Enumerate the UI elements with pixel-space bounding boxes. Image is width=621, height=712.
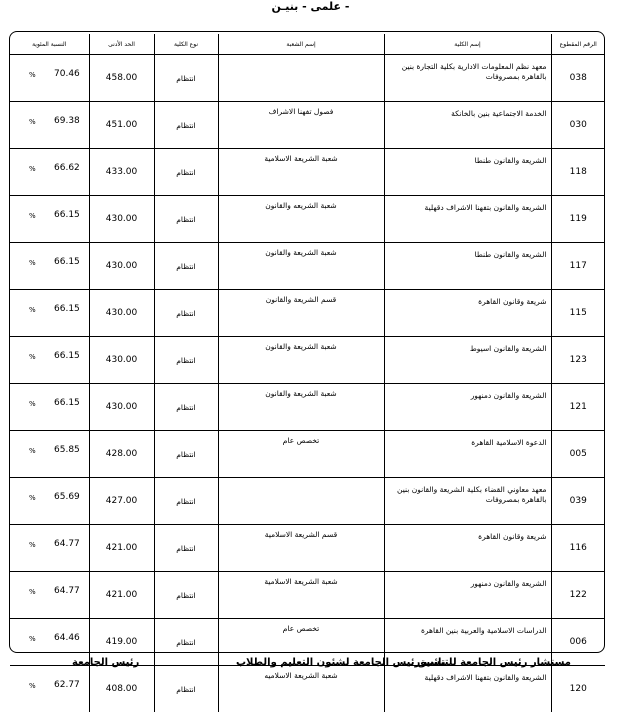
percent-value: 66.15 [54, 351, 80, 361]
header-min: الحد الأدنى [89, 34, 154, 55]
cell-college: الشريعة والقانون بتفهنا الاشراف دقهلية [384, 666, 551, 712]
cell-college: شريعة وقانون القاهرة [384, 525, 551, 572]
cell-pct [10, 243, 89, 290]
cell-code: 115 [551, 290, 605, 337]
table-row [10, 666, 605, 712]
cell-kind: انتظام [154, 196, 218, 243]
percent-sign: % [29, 71, 36, 79]
table-row [10, 572, 605, 619]
cell-code: 121 [551, 384, 605, 431]
percent-sign: % [29, 306, 36, 314]
table-row [10, 431, 605, 478]
cell-dept: شعبة الشريعة والقانون [218, 337, 384, 384]
cell-code: 120 [551, 666, 605, 712]
cell-code: 006 [551, 619, 605, 666]
cell-college: الشريعة والقانون بتفهنا الاشراف دقهلية [384, 196, 551, 243]
table-row [10, 525, 605, 572]
cell-min: 421.00 [89, 572, 154, 619]
cell-kind: انتظام [154, 431, 218, 478]
percent-sign: % [29, 165, 36, 173]
cell-dept: تخصص عام [218, 431, 384, 478]
table-row [10, 384, 605, 431]
cell-pct [10, 337, 89, 384]
cell-college: الخدمة الاجتماعية بنين بالخانكة [384, 102, 551, 149]
cell-code: 039 [551, 478, 605, 525]
cell-min: 430.00 [89, 243, 154, 290]
header-pct: النسبة المئوية [10, 34, 89, 55]
cell-college: شريعة وقانون القاهرة [384, 290, 551, 337]
table-row [10, 102, 605, 149]
cell-kind: انتظام [154, 384, 218, 431]
cell-pct [10, 384, 89, 431]
cell-code: 123 [551, 337, 605, 384]
cell-dept: شعبة الشريعة الاسلامية [218, 149, 384, 196]
table-header-row [10, 34, 605, 55]
cell-code: 005 [551, 431, 605, 478]
cell-dept [218, 55, 384, 102]
cell-pct [10, 102, 89, 149]
cell-min: 427.00 [89, 478, 154, 525]
footer-coordinator: مستشار رئيس الجامعة للتنسيق [417, 657, 571, 668]
cell-college: الشريعة والقانون طنطا [384, 149, 551, 196]
cell-min: 430.00 [89, 384, 154, 431]
table-row [10, 55, 605, 102]
cell-kind: انتظام [154, 290, 218, 337]
percent-sign: % [29, 400, 36, 408]
cell-min: 433.00 [89, 149, 154, 196]
percent-value: 62.77 [54, 680, 80, 690]
cell-kind: انتظام [154, 55, 218, 102]
cell-pct [10, 431, 89, 478]
cell-min: 419.00 [89, 619, 154, 666]
percent-value: 64.77 [54, 586, 80, 596]
cell-pct [10, 55, 89, 102]
cell-college: الشريعة والقانون دمنهور [384, 572, 551, 619]
cell-kind: انتظام [154, 102, 218, 149]
table-row [10, 196, 605, 243]
percent-value: 65.85 [54, 445, 80, 455]
cell-code: 030 [551, 102, 605, 149]
cell-pct [10, 572, 89, 619]
percent-sign: % [29, 259, 36, 267]
cell-kind: انتظام [154, 572, 218, 619]
table-row [10, 478, 605, 525]
cell-code: 117 [551, 243, 605, 290]
table-row [10, 149, 605, 196]
percent-sign: % [29, 682, 36, 690]
header-dept: إسم الشعبة [218, 34, 384, 55]
page-title: - علمى - بنيـن [0, 0, 621, 13]
cell-dept: تخصص عام [218, 619, 384, 666]
cell-dept: شعبة الشريعة والقانون [218, 384, 384, 431]
percent-value: 66.15 [54, 398, 80, 408]
percent-value: 65.69 [54, 492, 80, 502]
cell-dept: شعبة الشريعة الاسلاميه [218, 666, 384, 712]
percent-value: 64.46 [54, 633, 80, 643]
footer-vice-president: نائب رئيس الجامعة لشئون التعليم والطلاب [236, 657, 446, 668]
cell-min: 430.00 [89, 196, 154, 243]
cell-min: 430.00 [89, 290, 154, 337]
cell-min: 421.00 [89, 525, 154, 572]
cell-college: الدراسات الاسلامية والعربية بنين القاهرة [384, 619, 551, 666]
percent-sign: % [29, 353, 36, 361]
percent-value: 66.62 [54, 163, 80, 173]
cell-pct [10, 196, 89, 243]
percent-value: 66.15 [54, 210, 80, 220]
table-row [10, 290, 605, 337]
percent-value: 66.15 [54, 304, 80, 314]
table-row [10, 337, 605, 384]
cell-kind: انتظام [154, 525, 218, 572]
cell-college: معهد معاوني القضاء بكلية الشريعة والقانون بنين بالقاهرة بمصروفات [384, 478, 551, 525]
cell-pct [10, 290, 89, 337]
cell-kind: انتظام [154, 619, 218, 666]
percent-sign: % [29, 588, 36, 596]
cell-min: 428.00 [89, 431, 154, 478]
table-row [10, 243, 605, 290]
percent-sign: % [29, 118, 36, 126]
cell-min: 430.00 [89, 337, 154, 384]
cell-pct [10, 525, 89, 572]
cell-pct [10, 478, 89, 525]
percent-value: 66.15 [54, 257, 80, 267]
cell-code: 119 [551, 196, 605, 243]
cell-code: 038 [551, 55, 605, 102]
cell-min: 451.00 [89, 102, 154, 149]
cell-college: معهد نظم المعلومات الادارية بكلية التجارة بنين بالقاهرة بمصروفات [384, 55, 551, 102]
cell-min: 458.00 [89, 55, 154, 102]
cell-college: الشريعة والقانون دمنهور [384, 384, 551, 431]
cell-dept: شعبة الشريعه والقانون [218, 196, 384, 243]
header-code: الرقم المقطوع [551, 34, 605, 55]
percent-sign: % [29, 635, 36, 643]
percent-sign: % [29, 447, 36, 455]
admissions-table [10, 34, 605, 712]
cell-pct [10, 666, 89, 712]
percent-value: 70.46 [54, 69, 80, 79]
cell-college: الشريعة والقانون اسيوط [384, 337, 551, 384]
cell-kind: انتظام [154, 243, 218, 290]
cell-dept [218, 478, 384, 525]
cell-kind: انتظام [154, 149, 218, 196]
cell-code: 116 [551, 525, 605, 572]
cell-kind: انتظام [154, 478, 218, 525]
cell-dept: فصول تفهنا الاشراف [218, 102, 384, 149]
cell-dept: قسم الشريعة والقانون [218, 290, 384, 337]
percent-sign: % [29, 494, 36, 502]
percent-sign: % [29, 212, 36, 220]
cell-min: 408.00 [89, 666, 154, 712]
footer-president: رئيس الجامعة [72, 657, 139, 668]
cell-dept: شعبة الشريعة الاسلامية [218, 572, 384, 619]
cell-college: الدعوة الاسلامية القاهرة [384, 431, 551, 478]
cell-pct [10, 149, 89, 196]
percent-value: 69.38 [54, 116, 80, 126]
cell-code: 118 [551, 149, 605, 196]
percent-value: 64.77 [54, 539, 80, 549]
cell-code: 122 [551, 572, 605, 619]
cell-dept: قسم الشريعة الاسلامية [218, 525, 384, 572]
header-college: إسم الكلية [384, 34, 551, 55]
header-kind: نوع الكلية [154, 34, 218, 55]
cell-kind: انتظام [154, 666, 218, 712]
percent-sign: % [29, 541, 36, 549]
cell-kind: انتظام [154, 337, 218, 384]
cell-dept: شعبة الشريعة والقانون [218, 243, 384, 290]
cell-college: الشريعة والقانون طنطا [384, 243, 551, 290]
